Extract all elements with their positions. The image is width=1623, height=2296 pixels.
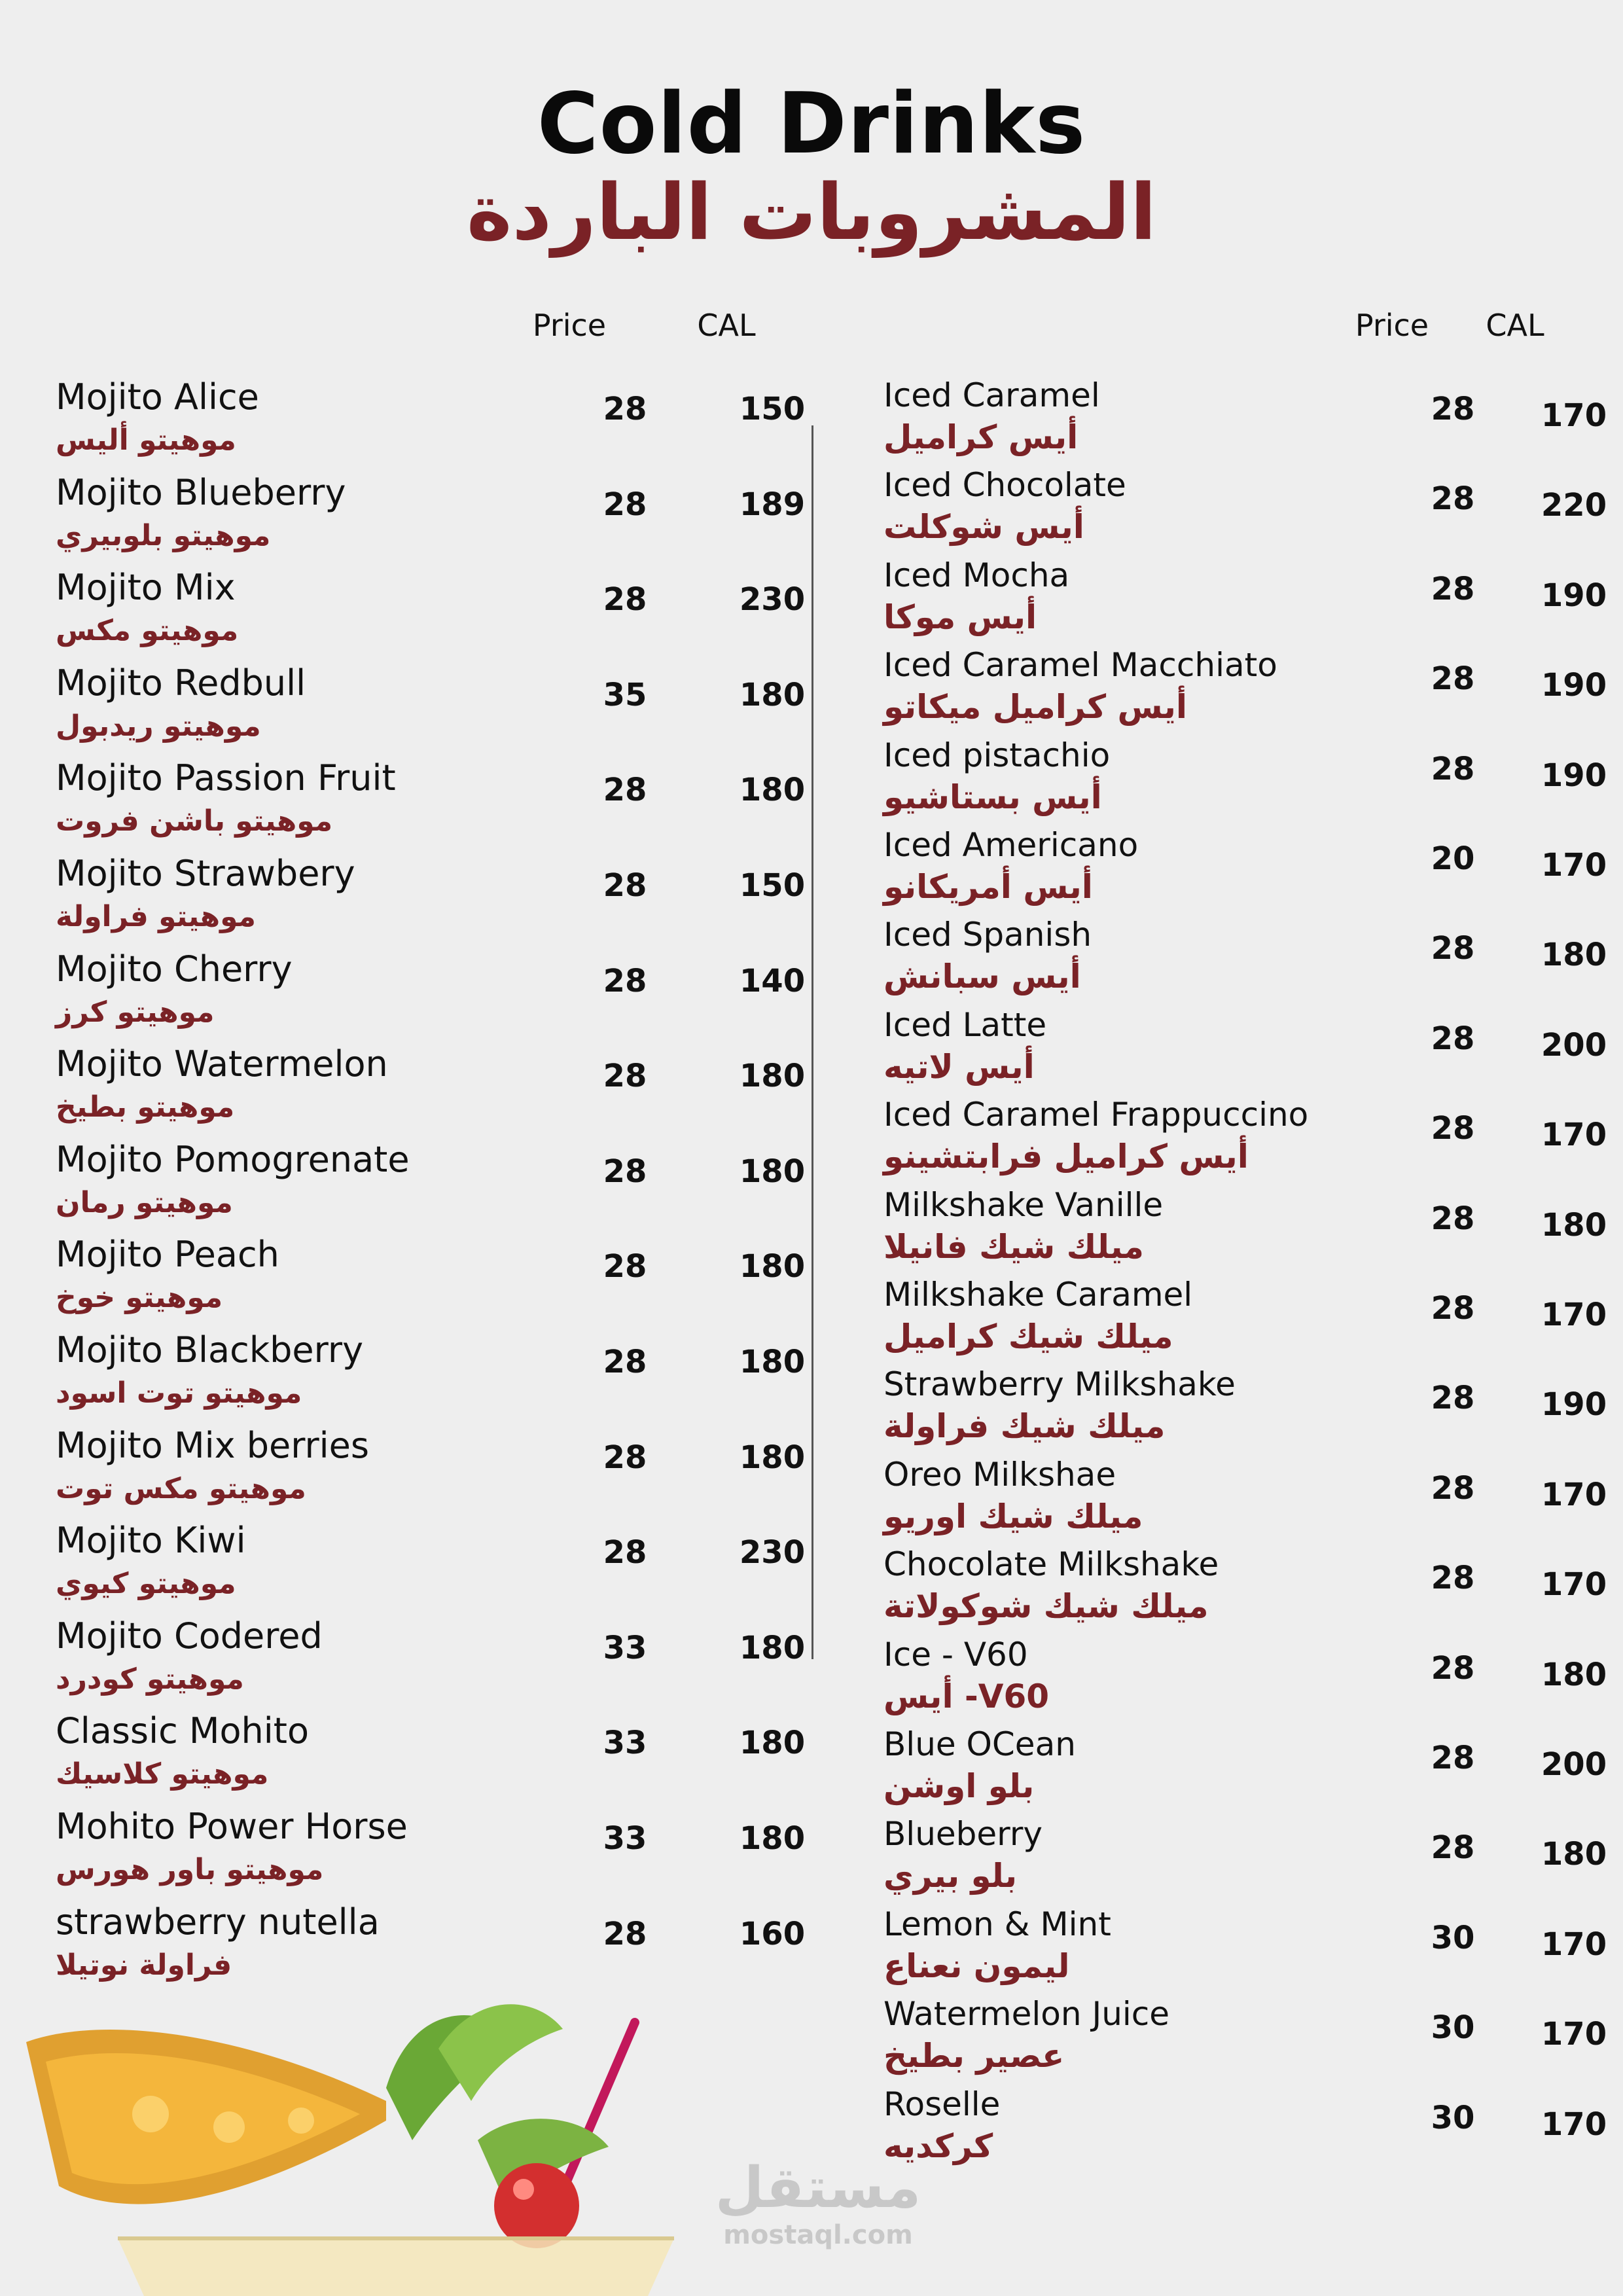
item-name-ar: موهيتو أليس: [56, 423, 236, 457]
item-name-en: Lemon & Mint: [883, 1905, 1111, 1943]
item-price: 28: [603, 1058, 647, 1095]
item-name-ar: بلو اوشن: [883, 1767, 1035, 1805]
right-menu-item: [883, 1456, 1623, 1547]
item-name-en: Iced pistachio: [883, 736, 1111, 774]
item-price: 28: [1431, 1469, 1475, 1507]
left-menu-item: [56, 1043, 828, 1135]
item-price: 28: [603, 1248, 647, 1285]
left-menu-item: [56, 853, 828, 944]
item-price: 28: [1431, 1020, 1475, 1057]
item-price: 20: [1431, 840, 1475, 877]
item-name-ar: عصير بطيخ: [883, 2037, 1065, 2075]
item-name-en: Milkshake Caramel: [883, 1276, 1193, 1314]
item-calories: 170: [1541, 397, 1607, 434]
item-calories: 189: [739, 486, 806, 523]
right-menu-item: [883, 1096, 1623, 1187]
item-name-en: Classic Mohito: [56, 1710, 309, 1752]
item-name-ar: موهيتو بطيخ: [56, 1090, 235, 1124]
item-name-ar: موهيتو توت اسود: [56, 1376, 302, 1410]
right-menu-item: [883, 1995, 1623, 2087]
item-calories: 170: [1541, 1476, 1607, 1513]
item-calories: 180: [739, 1153, 806, 1190]
item-price: 28: [1431, 1200, 1475, 1237]
item-name-ar: موهيتو كرز: [56, 995, 215, 1029]
item-calories: 180: [739, 1820, 806, 1857]
item-calories: 170: [1541, 1566, 1607, 1604]
item-name-ar: كركديه: [883, 2126, 993, 2165]
menu-title-ar: المشروبات الباردة: [466, 167, 1157, 257]
item-name-ar: ميلك شيك فراولة: [883, 1407, 1166, 1446]
item-name-ar: ميلك شيك كراميل: [883, 1318, 1173, 1355]
right-menu-item: [883, 916, 1623, 1007]
item-calories: 200: [1541, 1026, 1607, 1064]
left-menu-item: [56, 1806, 828, 1897]
item-price: 28: [603, 772, 647, 809]
item-calories: 180: [739, 1058, 806, 1095]
right-menu-item: [883, 1365, 1623, 1457]
item-name-ar: أيس شوكلت: [883, 508, 1084, 547]
item-calories: 180: [739, 1439, 806, 1476]
item-price: 28: [1431, 1649, 1475, 1687]
item-name-ar: موهيتو رمان: [56, 1185, 233, 1219]
item-calories: 170: [1541, 2016, 1607, 2053]
item-price: 33: [603, 1820, 647, 1857]
watermark: [713, 2155, 923, 2250]
item-price: 30: [1431, 2099, 1475, 2136]
item-name-ar: موهيتو باور هورس: [56, 1853, 324, 1886]
item-name-ar: موهيتو مكس توت: [56, 1471, 306, 1505]
item-price: 28: [603, 1439, 647, 1476]
item-calories: 180: [739, 772, 806, 809]
item-name-ar: أيس أمريكانو: [883, 868, 1093, 906]
item-name-ar: ميلك شيك فانيلا: [883, 1227, 1144, 1266]
left-price-header: Price: [532, 308, 607, 343]
item-price: 33: [603, 1629, 647, 1666]
item-name-en: Roselle: [883, 2085, 1001, 2123]
item-price: 33: [603, 1725, 647, 1762]
item-calories: 190: [1541, 757, 1607, 794]
item-calories: 180: [739, 1344, 806, 1380]
item-name-ar: موهيتو خوخ: [56, 1281, 223, 1315]
item-price: 28: [603, 962, 647, 999]
item-name-en: Iced Mocha: [883, 556, 1070, 594]
left-menu-item: [56, 1139, 828, 1230]
item-name-en: Milkshake Vanille: [883, 1185, 1164, 1224]
item-calories: 180: [739, 1725, 806, 1762]
right-menu-item: [883, 1186, 1623, 1278]
right-menu-item: [883, 1276, 1623, 1367]
item-price: 28: [603, 1153, 647, 1190]
item-price: 28: [603, 486, 647, 523]
left-menu-item: [56, 662, 828, 754]
right-menu-item: [883, 376, 1623, 468]
item-price: 28: [603, 1344, 647, 1380]
item-name-ar: أيس لاتيه: [883, 1047, 1035, 1086]
item-name-en: Watermelon Juice: [883, 1995, 1170, 2034]
watermark-ar: مستقل: [715, 2155, 921, 2221]
item-name-en: Blue OCean: [883, 1725, 1076, 1763]
item-name-en: Mojito Codered: [56, 1615, 323, 1657]
item-name-en: Iced Caramel: [883, 376, 1100, 414]
left-menu-item: [56, 1425, 828, 1516]
item-price: 28: [603, 1915, 647, 1952]
item-name-en: Iced Latte: [883, 1005, 1047, 1044]
item-name-ar: موهيتو كودرد: [56, 1662, 244, 1696]
item-name-ar: أيس بستاشيو: [883, 778, 1102, 816]
watermark-en: mostaql.com: [723, 2220, 913, 2250]
right-price-header: Price: [1355, 308, 1429, 343]
item-name-en: Mojito Cherry: [56, 948, 293, 990]
item-name-en: Mojito Pomogrenate: [56, 1138, 410, 1180]
item-price: 28: [1431, 1829, 1475, 1867]
menu-title-en: Cold Drinks: [537, 75, 1086, 173]
item-name-ar: موهيتو باشن فروت: [56, 804, 333, 838]
item-name-ar: أيس كراميل ميكاتو: [883, 688, 1188, 726]
item-name-ar: موهيتو بلوبيري: [56, 518, 271, 552]
left-menu-item: [56, 567, 828, 658]
item-price: 30: [1431, 2009, 1475, 2047]
item-name-en: Strawberry Milkshake: [883, 1365, 1236, 1404]
item-name-en: Mojito Strawbery: [56, 853, 355, 894]
item-price: 28: [603, 1534, 647, 1571]
item-calories: 160: [739, 1915, 806, 1952]
item-calories: 190: [1541, 667, 1607, 704]
item-price: 28: [1431, 750, 1475, 787]
item-name-ar: V60- أيس: [883, 1677, 1050, 1715]
item-calories: 150: [739, 867, 806, 904]
left-menu-item: [56, 1615, 828, 1707]
item-name-ar: فراولة نوتيلا: [56, 1948, 232, 1982]
item-name-en: Chocolate Milkshake: [883, 1545, 1219, 1584]
item-name-en: Iced Spanish: [883, 916, 1092, 954]
item-calories: 170: [1541, 847, 1607, 884]
item-name-ar: ميلك شيك اوريو: [883, 1497, 1143, 1535]
right-menu-item: [883, 1006, 1623, 1098]
item-calories: 180: [1541, 1206, 1607, 1244]
right-menu-item: [883, 1545, 1623, 1637]
item-price: 28: [1431, 391, 1475, 427]
item-name-en: Mojito Alice: [56, 376, 259, 418]
left-menu-item: [56, 376, 828, 468]
item-name-ar: موهيتو ريدبول: [56, 709, 261, 743]
item-price: 30: [1431, 1919, 1475, 1956]
item-calories: 200: [1541, 1746, 1607, 1783]
right-menu-item: [883, 1815, 1623, 1907]
item-name-en: Iced Caramel Frappuccino: [883, 1096, 1309, 1134]
item-name-en: Mojito Redbull: [56, 662, 306, 704]
right-menu-item: [883, 1725, 1623, 1817]
left-cal-header: CAL: [697, 308, 756, 343]
item-calories: 170: [1541, 1926, 1607, 1963]
item-calories: 170: [1541, 1117, 1607, 1154]
cocktail-illustration: [20, 1990, 687, 2296]
item-price: 28: [1431, 1740, 1475, 1776]
left-menu-item: [56, 1710, 828, 1802]
item-calories: 190: [1541, 577, 1607, 614]
right-menu-item: [883, 2085, 1623, 2177]
item-price: 28: [1431, 930, 1475, 967]
item-calories: 220: [1541, 487, 1607, 524]
right-menu-item: [883, 646, 1623, 738]
left-menu-item: [56, 948, 828, 1040]
right-menu-item: [883, 1905, 1623, 1997]
item-name-en: Mojito Mix: [56, 567, 236, 609]
item-price: 28: [1431, 1290, 1475, 1327]
item-name-en: Mojito Watermelon: [56, 1043, 388, 1085]
item-price: 28: [1431, 1560, 1475, 1597]
item-name-en: strawberry nutella: [56, 1901, 380, 1943]
item-calories: 230: [739, 1534, 806, 1571]
item-calories: 180: [1541, 937, 1607, 974]
item-calories: 180: [739, 1248, 806, 1285]
item-price: 28: [603, 391, 647, 427]
item-name-en: Mojito Peach: [56, 1234, 279, 1276]
item-calories: 170: [1541, 1297, 1607, 1333]
left-menu-item: [56, 1234, 828, 1325]
item-name-ar: بلو بيري: [883, 1857, 1018, 1895]
item-name-ar: أيس كراميل: [883, 418, 1079, 456]
item-name-en: Mojito Blackberry: [56, 1329, 364, 1371]
item-name-en: Iced Chocolate: [883, 466, 1126, 505]
right-menu-item: [883, 556, 1623, 648]
item-name-ar: ميلك شيك شوكولاتة: [883, 1587, 1209, 1626]
item-name-ar: موهيتو فراولة: [56, 900, 256, 933]
item-price: 28: [1431, 1110, 1475, 1147]
item-price: 28: [603, 581, 647, 619]
right-menu-item: [883, 1636, 1623, 1727]
item-name-en: Oreo Milkshae: [883, 1455, 1116, 1494]
left-menu-item: [56, 472, 828, 564]
item-name-ar: أيس سبانش: [883, 958, 1081, 996]
item-price: 28: [1431, 1380, 1475, 1417]
item-name-ar: أيس موكا: [883, 598, 1037, 636]
left-menu-item: [56, 1329, 828, 1421]
item-price: 28: [1431, 480, 1475, 518]
item-calories: 150: [739, 391, 806, 427]
item-price: 28: [1431, 660, 1475, 698]
item-calories: 180: [1541, 1836, 1607, 1873]
left-menu-item: [56, 1901, 828, 1993]
item-name-en: Mojito Kiwi: [56, 1520, 246, 1562]
item-calories: 180: [739, 676, 806, 713]
item-name-ar: ليمون نعناع: [883, 1946, 1070, 1985]
item-calories: 180: [739, 1629, 806, 1666]
item-name-ar: موهيتو كيوي: [56, 1567, 236, 1601]
item-calories: 190: [1541, 1386, 1607, 1424]
left-menu-item: [56, 757, 828, 849]
item-name-en: Mojito Passion Fruit: [56, 757, 396, 799]
item-name-ar: موهيتو كلاسيك: [56, 1757, 269, 1791]
left-menu-item: [56, 1520, 828, 1611]
item-name-en: Mojito Mix berries: [56, 1424, 370, 1466]
item-name-en: Blueberry: [883, 1815, 1043, 1854]
item-calories: 180: [1541, 1656, 1607, 1693]
item-price: 28: [603, 867, 647, 904]
right-menu-item: [883, 736, 1623, 828]
item-name-en: Iced Americano: [883, 826, 1139, 864]
item-name-ar: موهيتو مكس: [56, 614, 239, 648]
item-calories: 140: [739, 962, 806, 999]
right-menu-item: [883, 826, 1623, 918]
item-calories: 230: [739, 581, 806, 619]
item-name-en: Mohito Power Horse: [56, 1806, 408, 1847]
item-name-ar: أيس كراميل فرابتشينو: [883, 1138, 1249, 1176]
right-cal-header: CAL: [1486, 308, 1544, 343]
right-menu-item: [883, 466, 1623, 558]
item-calories: 170: [1541, 2106, 1607, 2143]
item-name-en: Iced Caramel Macchiato: [883, 646, 1277, 685]
item-name-en: Mojito Blueberry: [56, 471, 346, 513]
item-price: 28: [1431, 570, 1475, 607]
item-price: 35: [603, 676, 647, 713]
item-name-en: Ice - V60: [883, 1635, 1028, 1674]
